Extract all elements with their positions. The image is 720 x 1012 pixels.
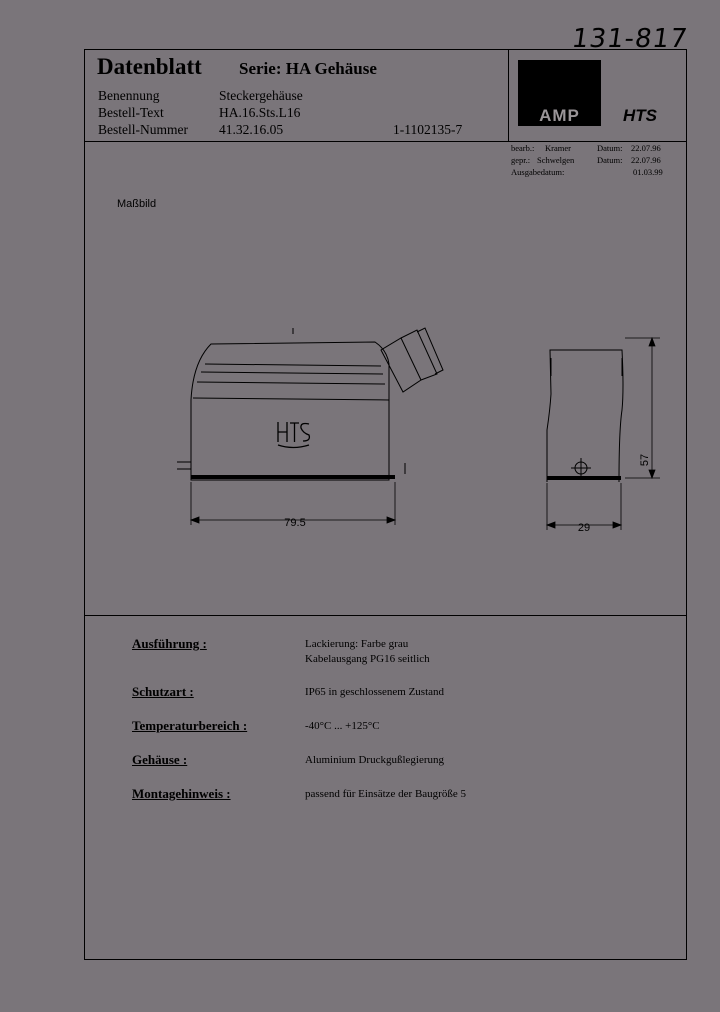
meta-bearb-date-label: Datum: [597, 143, 623, 153]
housing-front-view [177, 328, 443, 480]
spec-value-schutzart: IP65 in geschlossenem Zustand [305, 686, 445, 698]
meta-ausgabe-date: 01.03.99 [633, 167, 663, 177]
series-label: Serie: HA Gehäuse [239, 59, 377, 78]
row-value-bestell-text: HA.16.Sts.L16 [219, 105, 301, 120]
page-title: Datenblatt [97, 54, 202, 79]
drawing-caption: Maßbild [117, 198, 157, 210]
amp-logo-text: AMP [539, 106, 580, 125]
datasheet [84, 49, 687, 960]
spec-value-gehaeuse: Aluminium Druckgußlegierung [305, 754, 445, 766]
spec-label-ausfuehrung: Ausführung : [132, 636, 207, 651]
header-divider [508, 50, 509, 141]
meta-bearb-name: Kramer [545, 143, 571, 153]
dimension-drawing [85, 320, 685, 540]
depth-label: 29 [577, 522, 591, 534]
row-value-bestell-nummer: 41.32.16.05 [219, 122, 284, 137]
meta-gepr-label: gepr.: [511, 155, 531, 165]
meta-gepr-date: 22.07.96 [631, 155, 661, 165]
width-label: 79.5 [284, 517, 306, 529]
header-rule [85, 141, 686, 142]
row-value-benennung: Steckergehäuse [219, 88, 303, 103]
spec-value-temperaturbereich: -40°C ... +125°C [305, 720, 380, 732]
meta-bearb-label: bearb.: [511, 143, 535, 153]
meta-bearb-date: 22.07.96 [631, 143, 661, 153]
meta-gepr-name: Schwelgen [537, 155, 575, 165]
height-label: 57 [639, 453, 651, 467]
meta-gepr-date-label: Datum: [597, 155, 623, 165]
meta-ausgabe-label: Ausgabedatum: [511, 167, 565, 177]
spec-value-ausfuehrung-1: Lackierung: Farbe grau [305, 638, 409, 650]
part-number: 1-1102135-7 [393, 122, 463, 137]
row-label-bestell-text: Bestell-Text [98, 105, 164, 120]
spec-value-ausfuehrung-2: Kabelausgang PG16 seitlich [305, 653, 430, 665]
handwritten-note: 131-817 [569, 24, 690, 54]
row-label-benennung: Benennung [98, 88, 160, 103]
specs-rule [85, 615, 686, 616]
row-label-bestell-nummer: Bestell-Nummer [98, 122, 188, 137]
spec-value-montagehinweis: passend für Einsätze der Baugröße 5 [305, 788, 466, 800]
hts-logo: HTS [623, 106, 657, 125]
spec-label-gehaeuse: Gehäuse : [132, 752, 188, 767]
spec-label-schutzart: Schutzart : [132, 684, 194, 699]
housing-side-view [547, 350, 623, 482]
spec-label-temperaturbereich: Temperaturbereich : [132, 718, 248, 733]
hts-mark [278, 422, 309, 448]
spec-label-montagehinweis: Montagehinweis : [132, 786, 231, 801]
